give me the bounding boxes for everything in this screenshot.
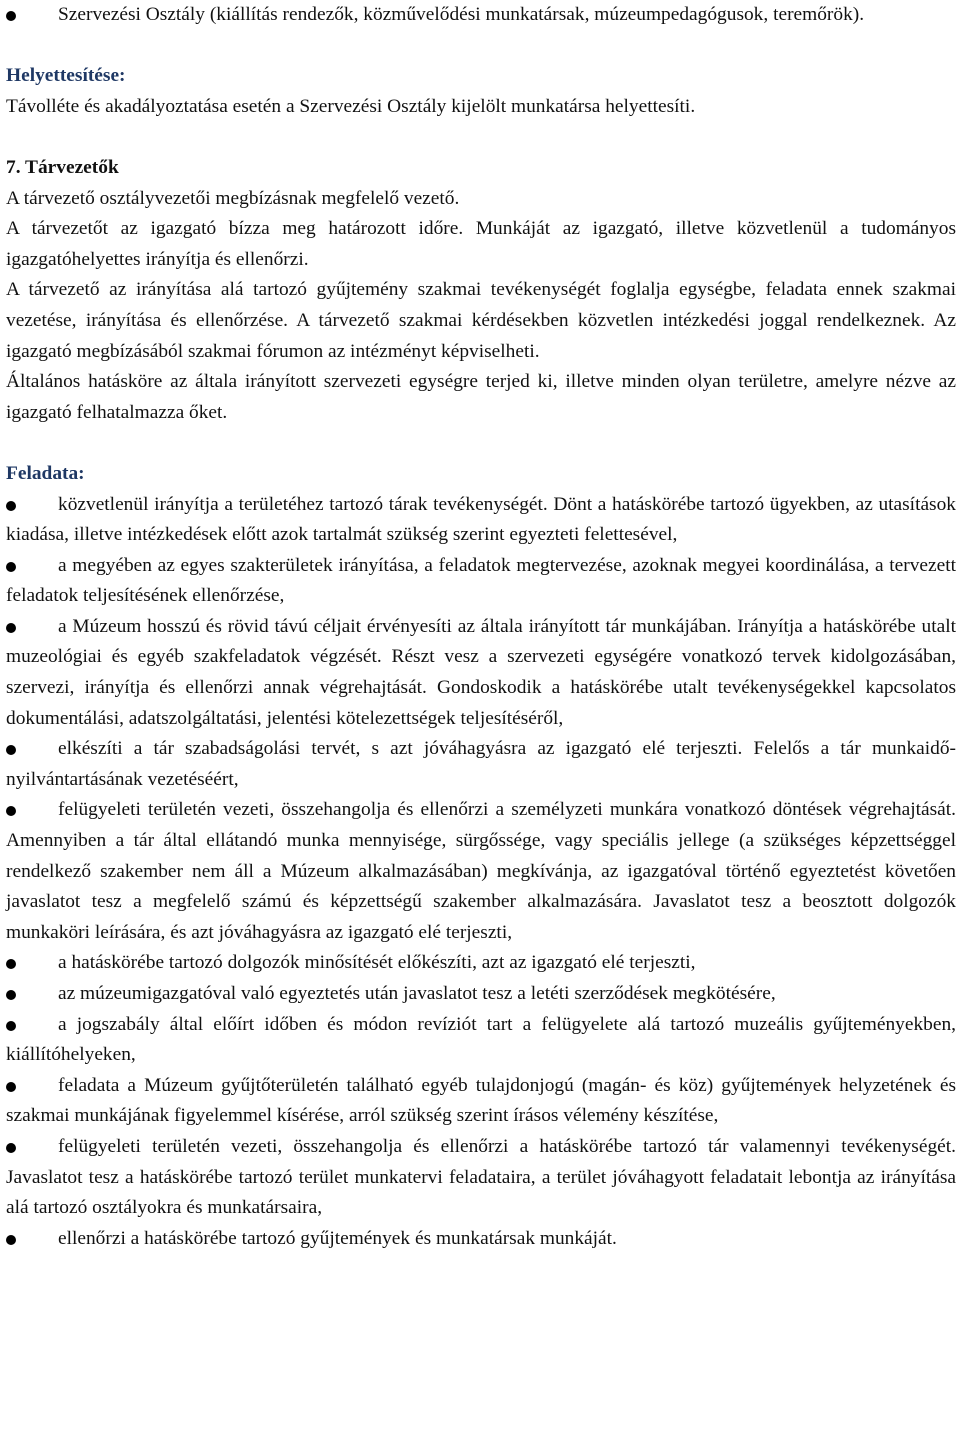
list-item: felügyeleti területén vezeti, összehangolja és ellenőrzi a hatáskörébe tartozó tár valamennyi tevékenységét. Javaslatot tesz a hatáskörébe tartozó terület munkatervi feladataira, a terület jóváhagyott feladatait lebontja az irányítása alá tartozó osztályokra és munkatársaira, xyxy=(6,1135,956,1219)
spacer xyxy=(6,122,956,153)
bullet-icon xyxy=(6,1143,16,1153)
bullet-icon xyxy=(6,1021,16,1031)
list-item: a hatáskörébe tartozó dolgozók minősítését előkészíti, azt az igazgató elé terjeszti, xyxy=(6,948,956,979)
list-item: a Múzeum hosszú és rövid távú céljait érvényesíti az általa irányított tár munkájában. Irányítja a hatáskörébe utalt muzeológiai és egyéb szakfeladatok végzését. Részt vesz a szervezeti egységére vonatkozó tervek kidolgozásában, szervezi, irányítja és ellenőrzi annak végrehajtását. Gondoskodik a hatáskörébe utalt tevékenységekkel kapcsolatos dokumentálási, adatszolgáltatási, jelentési kötelezettségek teljesítéséről, xyxy=(6,615,956,729)
list-item: a jogszabály által előírt időben és módon revíziót tart a felügyelete alá tartozó muzeális gyűjteményekben, kiállítóhelyeken, xyxy=(6,1013,956,1066)
spacer xyxy=(6,31,956,62)
list-item: elkészíti a tár szabadságolási tervét, s azt jóváhagyásra az igazgató elé terjeszti. Felelős a tár munkaidő-nyilvántartásának vezetéséért, xyxy=(6,738,956,790)
paragraph: A tárvezetőt az igazgató bízza meg határozott időre. Munkáját az igazgató, illetve közvetlenül a tudományos igazgatóhelyettes irányítja és ellenőrzi. xyxy=(6,218,956,270)
list-item: felügyeleti területén vezeti, összehangolja és ellenőrzi a személyzeti munkára vonatkozó döntések végrehajtását. Amennyiben a tár által ellátandó munka mennyisége, sürgőssége, vagy speciális jellege (a szükséges képzettséggel rendelkező szakember nem áll a Múzeum alkalmazásában) megkívánja, az igazgatóval történő egyeztetést követően javaslatot tesz a megfelelő számú és képzettségű szakember alkalmazására. Javaslatot tesz a beosztott dolgozók munkaköri leírására, és azt jóváhagyásra az igazgató elé terjeszti, xyxy=(6,799,956,943)
bullet-icon xyxy=(6,990,16,1000)
bullet-icon xyxy=(6,1235,16,1245)
list-item: az múzeumigazgatóval való egyeztetés után javaslatot tesz a letéti szerződések megkötésére, xyxy=(6,979,956,1010)
bullet-icon xyxy=(6,959,16,969)
document-page xyxy=(6,0,956,1254)
bullet-icon xyxy=(6,623,16,633)
helyettesites-text: Távolléte és akadályoztatása esetén a Szervezési Osztály kijelölt munkatársa helyettesíti. xyxy=(6,95,696,117)
section-heading: 7. Tárvezetők xyxy=(6,156,119,178)
list-item: feladata a Múzeum gyűjtőterületén található egyéb tulajdonjogú (magán- és köz) gyűjtemények helyzetének és szakmai munkájának figyelemmel kísérése, arról szükség szerint írásos vélemény készítése, xyxy=(6,1074,956,1127)
paragraph: Általános hatásköre az általa irányított szervezeti egységre terjed ki, illetve minden olyan területre, amelyre nézve az igazgató felhatalmazza őket. xyxy=(6,371,956,423)
helyettesites-heading: Helyettesítése: xyxy=(6,65,126,87)
bullet-icon xyxy=(6,806,16,816)
bullet-icon xyxy=(6,562,16,572)
list-item: Szervezési Osztály (kiállítás rendezők, közművelődési munkatársak, múzeumpedagógusok, teremőrök). xyxy=(6,0,956,31)
feladata-heading: Feladata: xyxy=(6,462,85,484)
bullet-icon xyxy=(6,11,16,21)
bullet-icon xyxy=(6,1082,16,1092)
list-item: a megyében az egyes szakterületek irányítása, a feladatok megtervezése, azoknak megyei koordinálása, a tervezett feladatok teljesítésének ellenőrzése, xyxy=(6,554,956,607)
bullet-icon xyxy=(6,501,16,511)
bullet-icon xyxy=(6,745,16,755)
list-item: közvetlenül irányítja a területéhez tartozó tárak tevékenységét. Dönt a hatáskörébe tartozó ügyekben, az utasítások kiadása, illetve intézkedések előtt azok tartalmát szükség szerint egyezteti felettesével, xyxy=(6,493,956,546)
paragraph: A tárvezető osztályvezetői megbízásnak megfelelő vezető. xyxy=(6,187,460,209)
spacer xyxy=(6,428,956,459)
paragraph: A tárvezető az irányítása alá tartozó gyűjtemény szakmai tevékenységét foglalja egységbe, feladata ennek szakmai vezetése, irányítása és ellenőrzése. A tárvezető szakmai kérdésekben közvetlen intézkedési joggal rendelkeznek. Az igazgató megbízásából szakmai fórumon az intézményt képviselheti. xyxy=(6,279,956,362)
list-item: ellenőrzi a hatáskörébe tartozó gyűjtemények és munkatársak munkáját. xyxy=(6,1224,956,1255)
